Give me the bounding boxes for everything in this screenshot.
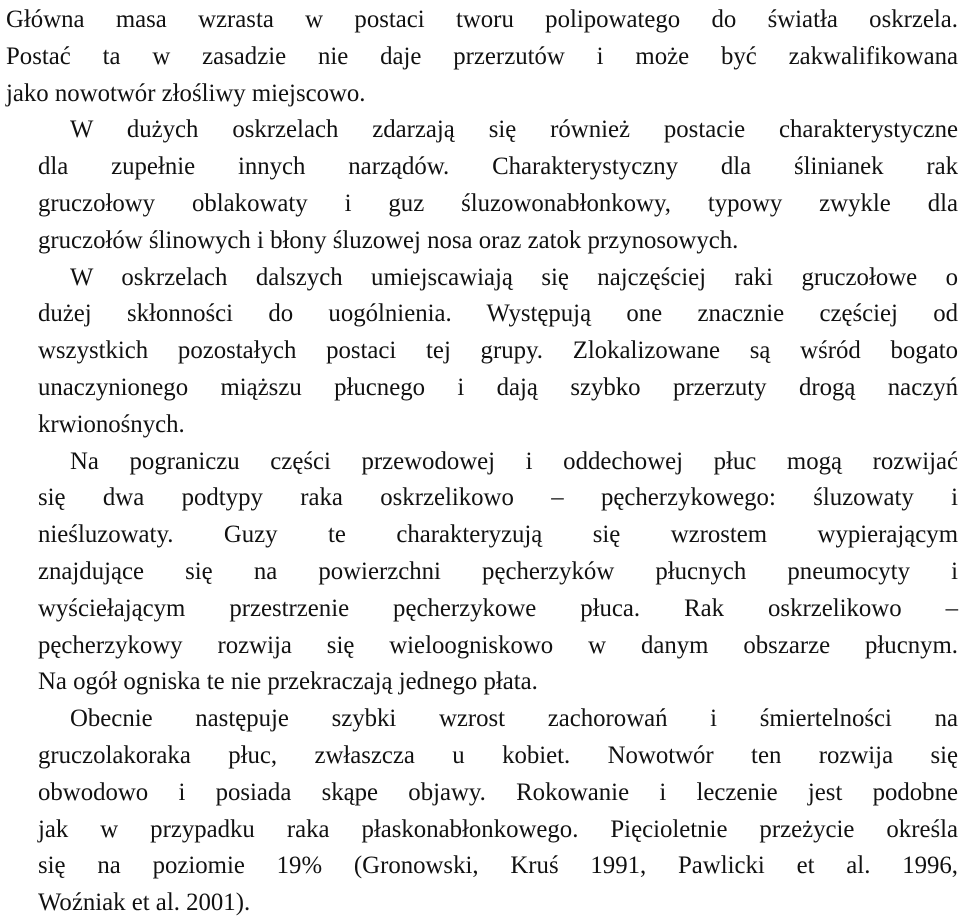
document-page (6, 2, 958, 922)
text-line: Obecnie następuje szybki wzrost zachorowań i śmiertelności na (70, 705, 958, 733)
text-line: wszystkich pozostałych postaci tej grupy. Zlokalizowane są wśród bogato (38, 337, 958, 365)
text-line: się na poziomie 19% (Gronowski, Kruś 1991, Pawlicki et al. 1996, (38, 852, 958, 880)
text-line: Na ogół ogniska te nie przekraczają jednego płata. (38, 668, 538, 696)
text-line: Na pograniczu części przewodowej i oddechowej płuc mogą rozwijać (70, 447, 958, 475)
text-line: pęcherzykowy rozwija się wieloogniskowo w danym obszarze płucnym. (38, 631, 958, 659)
text-line: nieśluzowaty. Guzy te charakteryzują się wzrostem wypierającym (38, 521, 958, 549)
text-line: obwodowo i posiada skąpe objawy. Rokowanie i leczenie jest podobne (38, 778, 958, 806)
text-line: gruczolakoraka płuc, zwłaszcza u kobiet. Nowotwór ten rozwija się (38, 741, 958, 769)
paragraph-2 (6, 112, 958, 259)
text-line: jako nowotwór złośliwy miejscowo. (6, 79, 366, 107)
text-line: gruczołowy oblakowaty i guz śluzowonabłonkowy, typowy zwykle dla (38, 189, 958, 217)
text-line: znajdujące się na powierzchni pęcherzyków płucnych pneumocyty i (38, 557, 958, 585)
text-line: jak w przypadku raka płaskonabłonkowego. Pięcioletnie przeżycie określa (38, 815, 958, 843)
text-line: W dużych oskrzelach zdarzają się również postacie charakterystyczne (70, 116, 958, 144)
text-line: W oskrzelach dalszych umiejscawiają się najczęściej raki gruczołowe o (70, 263, 958, 291)
text-line: krwionośnych. (38, 410, 185, 438)
text-line: Główna masa wzrasta w postaci tworu polipowatego do światła oskrzela. (6, 6, 958, 33)
text-line: dla zupełnie innych narządów. Charakterystyczny dla ślinianek rak (38, 153, 958, 181)
paragraph-1 (6, 2, 958, 112)
text-line: Postać ta w zasadzie nie daje przerzutów i może być zakwalifikowana (6, 42, 958, 70)
text-line: wyściełającym przestrzenie pęcherzykowe płuca. Rak oskrzelikowo – (38, 594, 958, 622)
text-line: unaczynionego miąższu płucnego i dają szybko przerzuty drogą naczyń (38, 373, 958, 401)
paragraph-3 (6, 260, 958, 444)
paragraph-5 (6, 701, 958, 922)
text-line: się dwa podtypy raka oskrzelikowo – pęcherzykowego: śluzowaty i (38, 484, 958, 512)
paragraph-4 (6, 444, 958, 702)
text-line: dużej skłonności do uogólnienia. Występują one znacznie częściej od (38, 300, 958, 328)
text-line: gruczołów ślinowych i błony śluzowej nosa oraz zatok przynosowych. (38, 226, 739, 254)
text-line: Woźniak et al. 2001). (38, 889, 251, 917)
